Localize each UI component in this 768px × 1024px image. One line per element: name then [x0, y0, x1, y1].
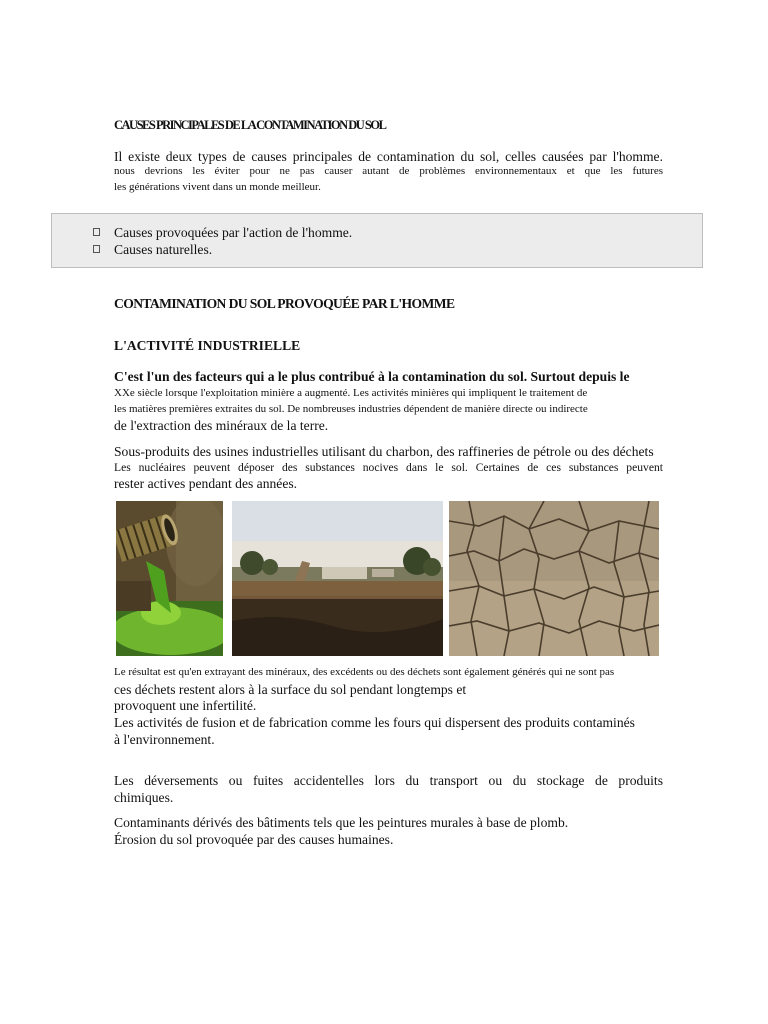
causes-box — [51, 213, 703, 268]
byproducts-line-1: Sous-produits des usines industrielles utilisant du charbon, des raffineries de pétrole ou des déchets — [114, 444, 654, 459]
industry-line-1: C'est l'un des facteurs qui a le plus contribué à la contamination du sol. Surtout depuis le — [114, 369, 630, 384]
result-line-1: Le résultat est qu'en extrayant des minéraux, des excédents ou des déchets sont également générés qui ne sont pas — [114, 666, 615, 678]
intro-line-1: Il existe deux types de causes principales de contamination du sol, celles causées par l'homme. — [114, 149, 663, 164]
byproducts-line-2: Les nucléaires peuvent déposer des substances nocives dans le sol. Certaines de ces substances peuvent — [114, 461, 663, 474]
page-title: CAUSES PRINCIPALES DE LA CONTAMINATION DU SOL — [114, 118, 386, 132]
section-heading-industry: L'ACTIVITÉ INDUSTRIELLE — [114, 338, 301, 353]
result-line-5: à l'environnement. — [114, 732, 215, 747]
industry-line-4: de l'extraction des minéraux de la terre. — [114, 418, 329, 433]
list-item — [52, 224, 352, 241]
bullet-icon — [93, 228, 100, 236]
result-line-4: Les activités de fusion et de fabrication comme les fours qui dispersent des produits contaminés — [114, 715, 635, 730]
industry-line-3: les matières premières extraites du sol. De nombreuses industries dépendent de manière directe ou indirecte — [114, 403, 588, 415]
spills-line-1: Les déversements ou fuites accidentelles lors du transport ou du stockage de produits — [114, 773, 663, 788]
industry-line-2: XXe siècle lorsque l'exploitation minière a augmenté. Les activités minières qui impliquent le traitement de — [114, 387, 588, 399]
intro-line-3: les générations vivent dans un monde meilleur. — [114, 181, 321, 193]
cracked-dry-soil-photo — [449, 501, 659, 656]
list-item — [52, 241, 352, 258]
result-line-2: ces déchets restent alors à la surface du sol pendant longtemps et — [114, 682, 467, 697]
section-heading-human: CONTAMINATION DU SOL PROVOQUÉE PAR L'HOMME — [114, 296, 455, 311]
spills-line-2: chimiques. — [114, 790, 174, 805]
list-item-label: Causes naturelles. — [114, 242, 213, 257]
polluted-pipe-photo — [116, 501, 223, 656]
buildings-line-2: Érosion du sol provoquée par des causes humaines. — [114, 832, 394, 847]
causes-list — [52, 224, 352, 258]
list-item-label: Causes provoquées par l'action de l'homme. — [114, 225, 353, 240]
bullet-icon — [93, 245, 100, 253]
result-line-3: provoquent une infertilité. — [114, 698, 257, 713]
intro-line-2: nous devrions les éviter pour ne pas causer autant de problèmes environnementaux et que les futures — [114, 165, 663, 177]
industrial-wasteland-photo — [232, 501, 443, 656]
buildings-line-1: Contaminants dérivés des bâtiments tels que les peintures murales à base de plomb. — [114, 815, 569, 830]
byproducts-line-3: rester actives pendant des années. — [114, 476, 298, 491]
